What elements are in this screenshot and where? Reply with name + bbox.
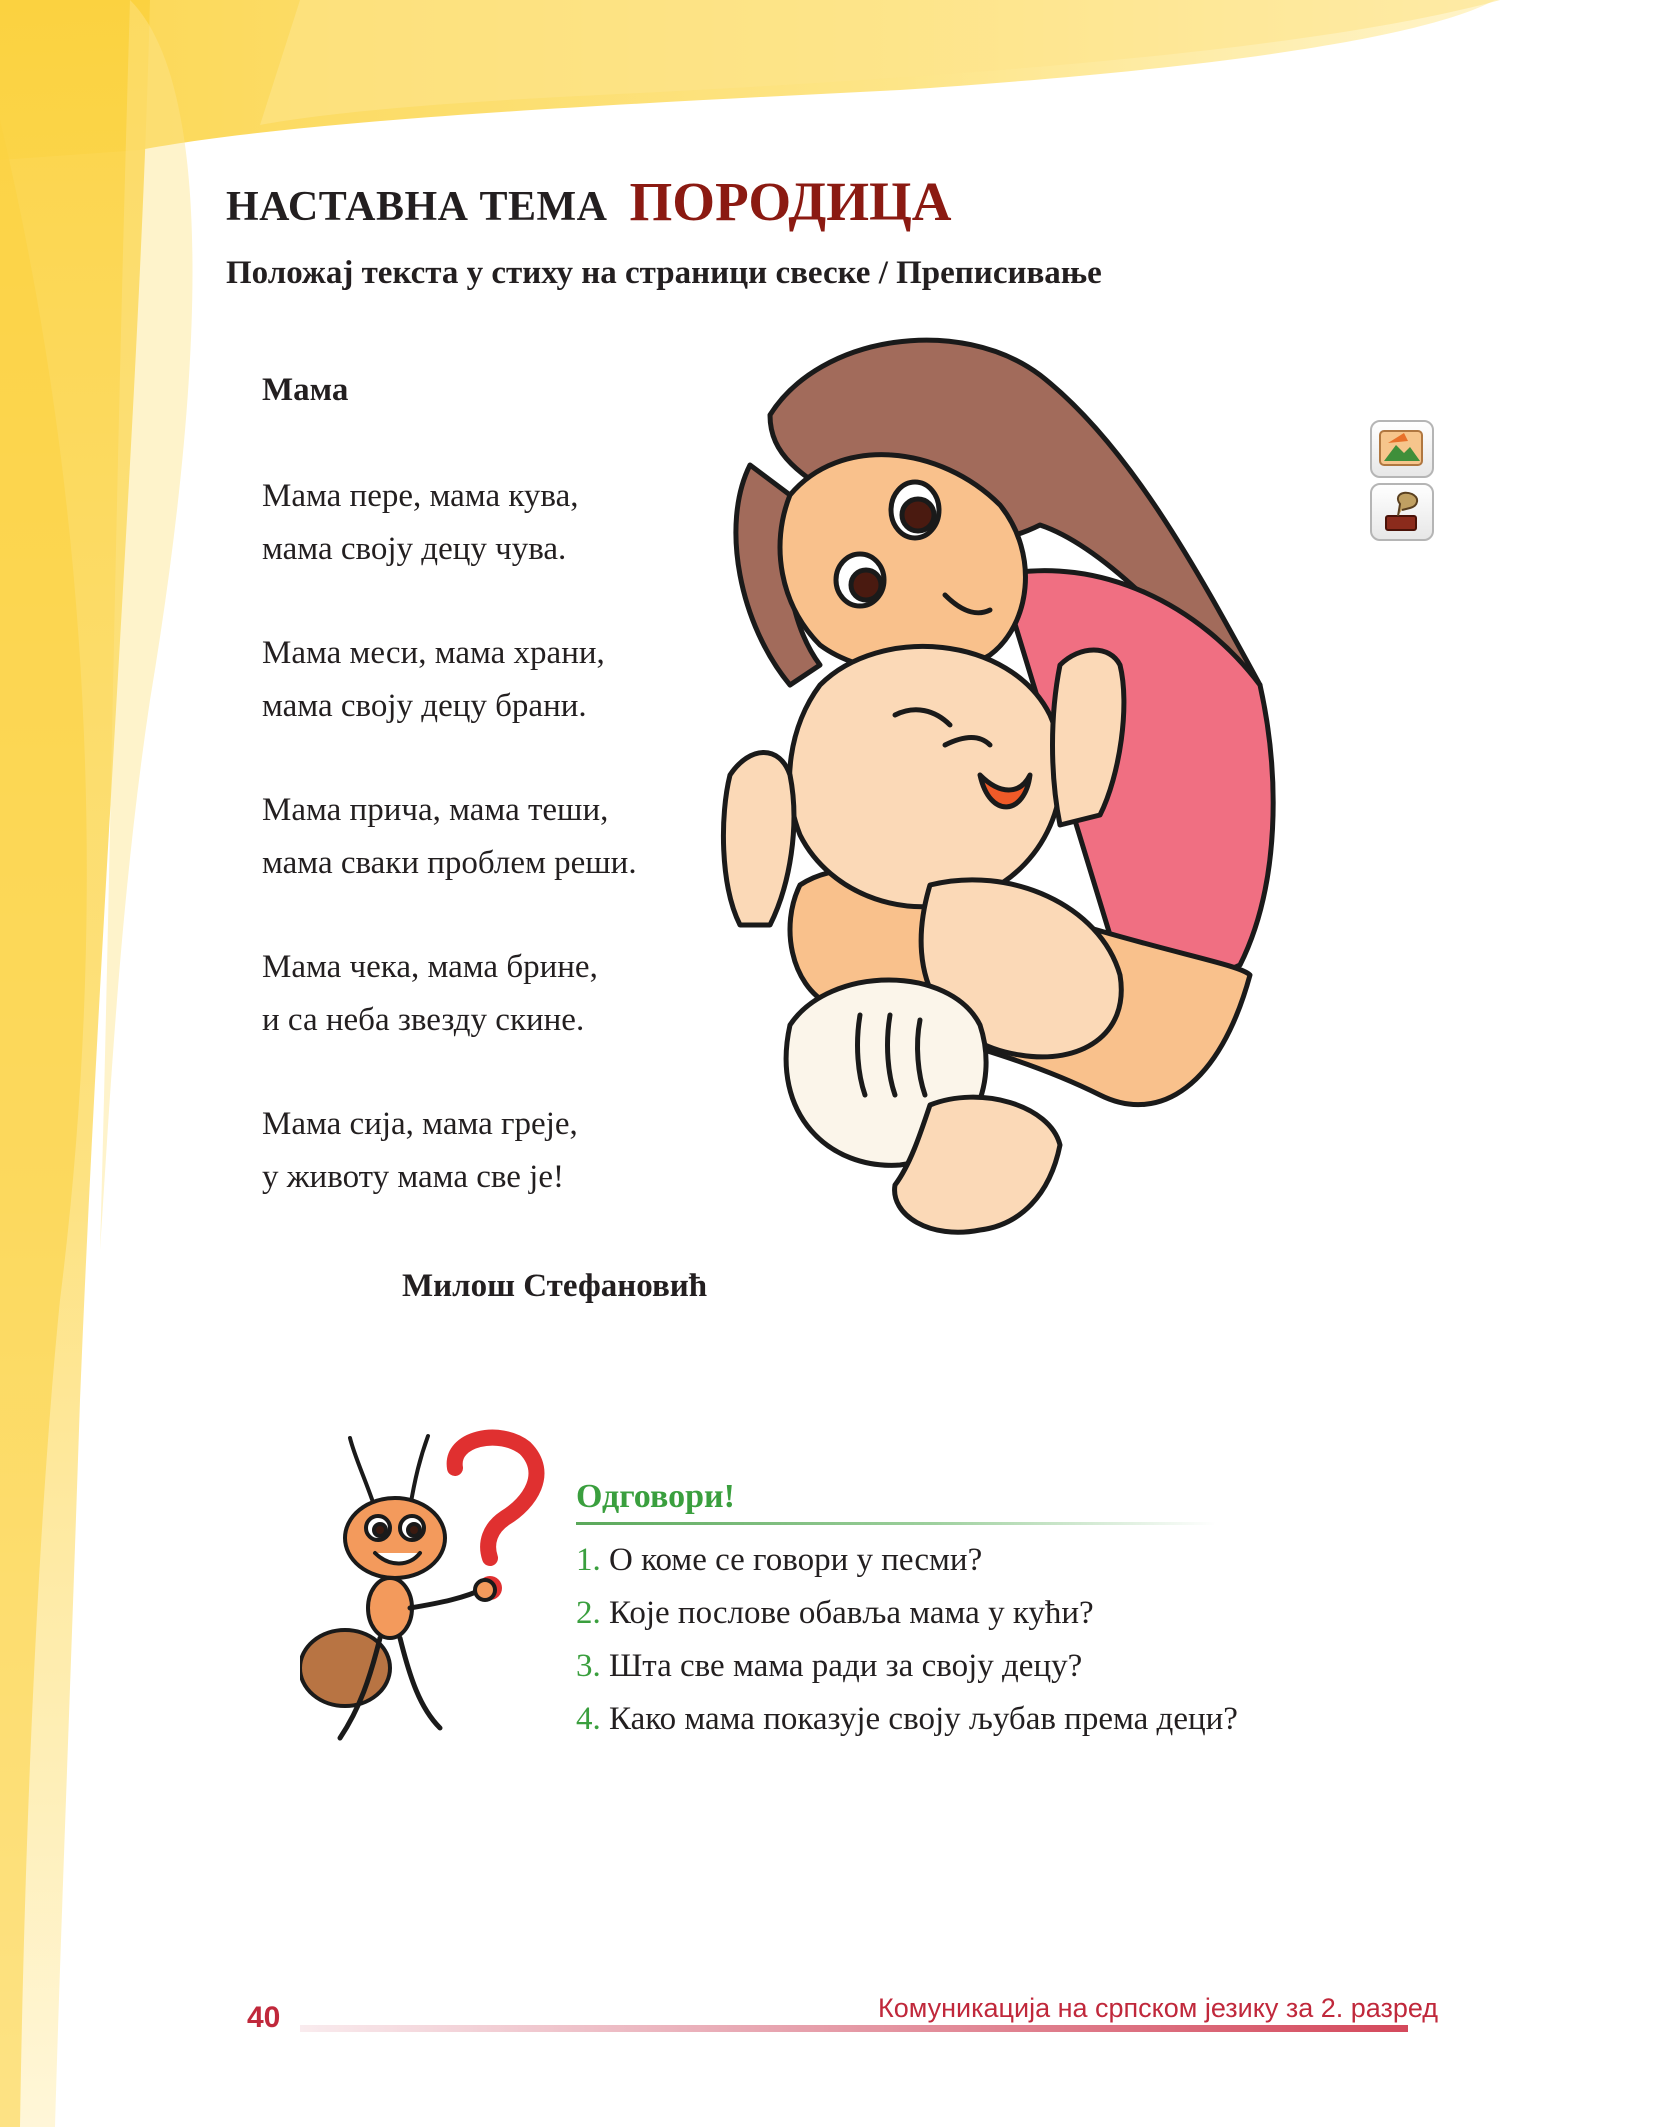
- mother-baby-illustration: [680, 325, 1300, 1265]
- poem-line: Мама пере, мама кува,: [262, 478, 579, 514]
- question-item: [576, 1693, 1238, 1746]
- poem-line: Мама меси, мама храни,: [262, 635, 605, 671]
- image-gallery-button[interactable]: [1370, 420, 1434, 478]
- poem-stanza-1: [262, 470, 578, 576]
- question-number: 1.: [576, 1542, 601, 1578]
- image-gallery-icon: [1378, 427, 1426, 471]
- poem-stanza-4: [262, 941, 598, 1047]
- poem-author: Милош Стефановић: [402, 1268, 708, 1304]
- question-text: О коме се говори у песми?: [609, 1542, 983, 1578]
- poem-line: мама своју децу чува.: [262, 531, 567, 567]
- question-number: 4.: [576, 1701, 601, 1737]
- ant-question-illustration: [300, 1428, 545, 1758]
- poem-line: Мама сија, мама греје,: [262, 1106, 578, 1142]
- question-text: Шта све мама ради за своју децу?: [609, 1648, 1083, 1684]
- topic-title: ПОРОДИЦА: [629, 171, 952, 232]
- gramophone-icon: [1378, 490, 1426, 534]
- question-item: [576, 1534, 1238, 1587]
- footer-book-title: Комуникација на српском језику за 2. разред: [878, 1993, 1439, 2023]
- poem-stanza-5: [262, 1098, 578, 1204]
- poem-line: мама своју децу брани.: [262, 688, 587, 724]
- question-item: [576, 1587, 1238, 1640]
- question-item: [576, 1640, 1238, 1693]
- question-number: 3.: [576, 1648, 601, 1684]
- question-text: Које послове обавља мама у кући?: [609, 1595, 1094, 1631]
- topic-heading: [226, 170, 952, 233]
- poem-stanza-2: [262, 627, 605, 733]
- lesson-subtitle: Положај текста у стиху на страници свеске / Преписивање: [226, 255, 1102, 291]
- question-list: [576, 1534, 1238, 1746]
- question-number: 2.: [576, 1595, 601, 1631]
- poem-line: мама сваки проблем реши.: [262, 845, 637, 881]
- poem-stanza-3: [262, 784, 637, 890]
- poem-line: у животу мама све је!: [262, 1159, 564, 1195]
- poem-line: и са неба звезду скине.: [262, 1002, 585, 1038]
- poem-title: Мама: [262, 372, 349, 408]
- audio-button[interactable]: [1370, 483, 1434, 541]
- page-number: 40: [247, 2001, 281, 2034]
- answer-heading: Одговори!: [576, 1478, 735, 1515]
- poem-line: Мама чека, мама брине,: [262, 949, 598, 985]
- poem-line: Мама прича, мама теши,: [262, 792, 609, 828]
- question-text: Како мама показује своју љубав према деци?: [609, 1701, 1238, 1737]
- topic-prefix: НАСТАВНА ТЕМА: [226, 184, 608, 230]
- heading-underline: [576, 1522, 1216, 1525]
- footer-divider: [300, 2025, 1408, 2032]
